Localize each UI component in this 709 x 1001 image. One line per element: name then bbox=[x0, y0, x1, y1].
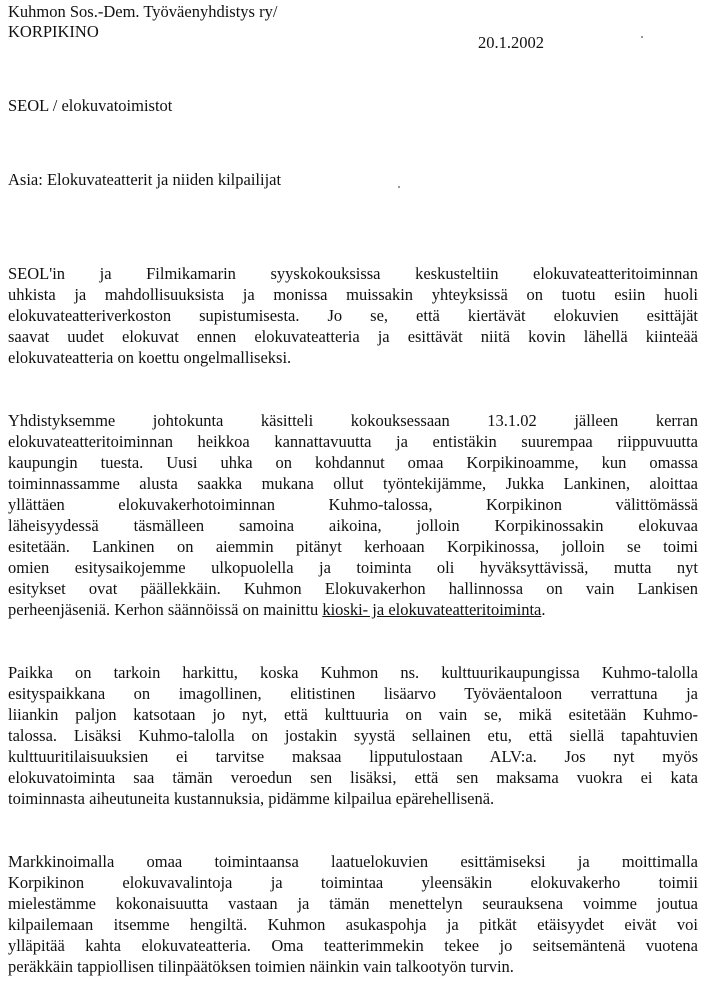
last-line-end: . bbox=[541, 600, 546, 619]
paragraph-last-line bbox=[8, 600, 545, 619]
organization-line: Kuhmon Sos.-Dem. Työväenyhdistys ry/ bbox=[8, 2, 278, 21]
cinema-name: KORPIKINO bbox=[8, 22, 99, 41]
subject-line: Asia: Elokuvateatterit ja niiden kilpailijat bbox=[8, 170, 282, 189]
letter-date: 20.1.2002 bbox=[478, 33, 544, 52]
paragraph-line: esitetään. Lankinen on aiemmin pitänyt kerhoaan Korpikinossa, jolloin se toimi bbox=[8, 537, 698, 556]
underlined-phrase: kioski- ja elokuvateatteritoiminta bbox=[322, 600, 542, 619]
paragraph-line: kaupungin tuesta. Uusi uhka on kohdannut omaa Korpikinoamme, kun omassa bbox=[8, 453, 698, 472]
paragraph-line: toiminnasta aiheutuneita kustannuksia, pidämme kilpailua epärehellisenä. bbox=[8, 789, 495, 808]
paragraph-line: elokuvateatteria on koettu ongelmalliseksi. bbox=[8, 348, 292, 367]
paragraph-line: SEOL'in ja Filmikamarin syyskokouksissa keskusteltiin elokuvateatteritoiminnan bbox=[8, 264, 698, 283]
paragraph-line: ylläpitää kahta elokuvateatteria. Oma teatterimmekin tekee jo seitsemäntenä vuotena bbox=[8, 936, 698, 955]
paragraph-line: saavat uudet elokuvat ennen elokuvateatteria ja esittävät niitä kovin lähellä kiinteää bbox=[8, 327, 698, 346]
recipient-line: SEOL / elokuvatoimistot bbox=[8, 96, 173, 115]
paragraph-line: esitykset ovat päällekkäin. Kuhmon Elokuvakerhon hallinnossa on vain Lankisen bbox=[8, 579, 698, 598]
paragraph-line: Yhdistyksemme johtokunta käsitteli kokouksessaan 13.1.02 jälleen kerran bbox=[8, 411, 698, 430]
paragraph-line: yllättäen elokuvakerhotoiminnan Kuhmo-talossa, Korpikinon välittömässä bbox=[8, 495, 698, 514]
paragraph-line: Korpikinon elokuvavalintoja ja toimintaa yleensäkin elokuvakerho toimii bbox=[8, 873, 698, 892]
paragraph-line: mielestämme kokonaisuutta vastaan ja tämän menettelyn seurauksena voimme joutua bbox=[8, 894, 698, 913]
paragraph-line: elokuvateatteriverkoston supistumisesta. Jo se, että kiertävät elokuvien esittäjät bbox=[8, 306, 698, 325]
paragraph-line: uhkista ja mahdollisuuksista ja monissa muissakin yhteyksissä on tuotu esiin huoli bbox=[8, 285, 698, 304]
paragraph-line: peräkkäin tappiollisen tilinpäätöksen toimien näinkin vain talkootyön turvin. bbox=[8, 957, 514, 976]
paragraph-line: Markkinoimalla omaa toimintaansa laatuelokuvien esittämiseksi ja moittimalla bbox=[8, 852, 698, 871]
paragraph-line: Paikka on tarkoin harkittu, koska Kuhmon ns. kulttuurikaupungissa Kuhmo-talolla bbox=[8, 663, 698, 682]
paragraph-line: liiankin paljon katsotaan jo nyt, että kulttuuria on vain se, mikä esitetään Kuhmo- bbox=[8, 705, 698, 724]
paragraph-line: kilpailemaan itsemme hengiltä. Kuhmon asukaspohja ja pitkät etäisyydet eivät voi bbox=[8, 915, 698, 934]
paragraph-line: läheisyydessä täsmälleen samoina aikoina, jolloin Korpikinossakin elokuvaa bbox=[8, 516, 698, 535]
paragraph-line: toiminnassamme alusta saakka mukana ollut työntekijämme, Jukka Lankinen, aloittaa bbox=[8, 474, 698, 493]
last-line-start: perheenjäseniä. Kerhon säännöissä on mainittu bbox=[8, 600, 323, 619]
scan-speck bbox=[641, 36, 643, 38]
paragraph-line: talossa. Lisäksi Kuhmo-talolla on jostakin syystä sellainen etu, että siellä tapahtuvien bbox=[8, 726, 698, 745]
paragraph-line: elokuvatoiminta saa tämän veroedun sen lisäksi, että sen maksama vuokra ei kata bbox=[8, 768, 698, 787]
paragraph-line: kulttuuritilaisuuksien ei tarvitse maksaa lipputulostaan ALV:a. Jos nyt myös bbox=[8, 747, 698, 766]
scan-speck bbox=[398, 186, 400, 188]
paragraph-line: esityspaikkana on imagollinen, elitistinen lisäarvo Työväentaloon verrattuna ja bbox=[8, 684, 698, 703]
paragraph-line: elokuvateatteritoiminnan heikkoa kannattavuutta ja entistäkin suurempaa riippuvuutta bbox=[8, 432, 698, 451]
paragraph-line: omien esitysaikojemme ulkopuolella ja toiminta oli hyväksyttävissä, mutta nyt bbox=[8, 558, 698, 577]
